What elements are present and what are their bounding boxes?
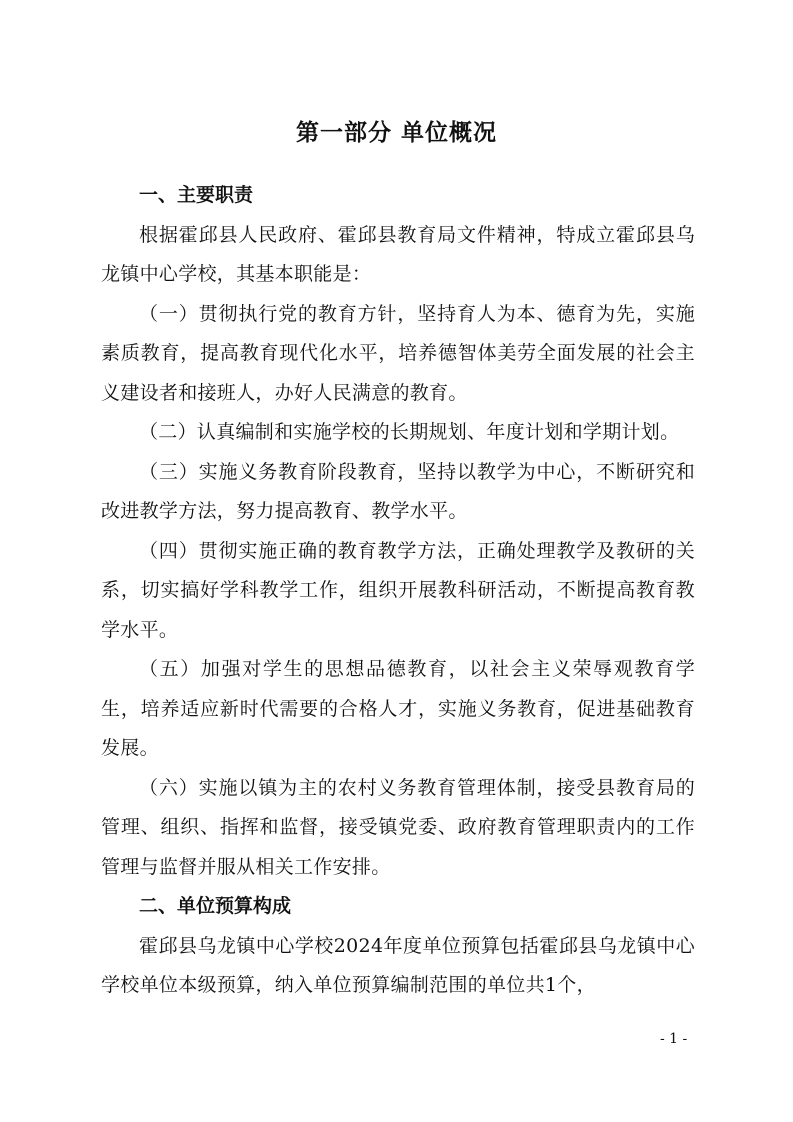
paragraph-intro: 根据霍邱县人民政府、霍邱县教育局文件精神，特成立霍邱县乌龙镇中心学校，其基本职能是： (101, 223, 695, 285)
paragraph-budget-composition: 霍邱县乌龙镇中心学校2024年度单位预算包括霍邱县乌龙镇中心学校单位本级预算，纳入单位预算编制范围的单位共1个， (101, 934, 695, 996)
page-number: - 1 - (660, 1031, 688, 1047)
paragraph-duty-1: （一）贯彻执行党的教育方针，坚持育人为本、德育为先，实施素质教育，提高教育现代化水平，培养德智体美劳全面发展的社会主义建设者和接班人，办好人民满意的教育。 (101, 302, 695, 404)
section-heading-budget-composition: 二、单位预算构成 (139, 895, 292, 917)
section-heading-main-duties: 一、主要职责 (139, 184, 254, 206)
paragraph-duty-2: （二）认真编制和实施学校的长期规划、年度计划和学期计划。 (139, 421, 680, 443)
paragraph-duty-3: （三）实施义务教育阶段教育，坚持以教学为中心，不断研究和改进教学方法，努力提高教育、教学水平。 (101, 460, 695, 522)
paragraph-duty-6: （六）实施以镇为主的农村义务教育管理体制，接受县教育局的管理、组织、指挥和监督，接受镇党委、政府教育管理职责内的工作管理与监督并服从相关工作安排。 (101, 776, 695, 878)
paragraph-duty-4: （四）贯彻实施正确的教育教学方法，正确处理教学及教研的关系，切实搞好学科教学工作，组织开展教科研活动，不断提高教育教学水平。 (101, 539, 695, 641)
paragraph-duty-5: （五）加强对学生的思想品德教育，以社会主义荣辱观教育学生，培养适应新时代需要的合格人才，实施义务教育，促进基础教育发展。 (101, 658, 695, 759)
document-body (101, 176, 695, 1006)
page-title: 第一部分 单位概况 (295, 120, 497, 147)
